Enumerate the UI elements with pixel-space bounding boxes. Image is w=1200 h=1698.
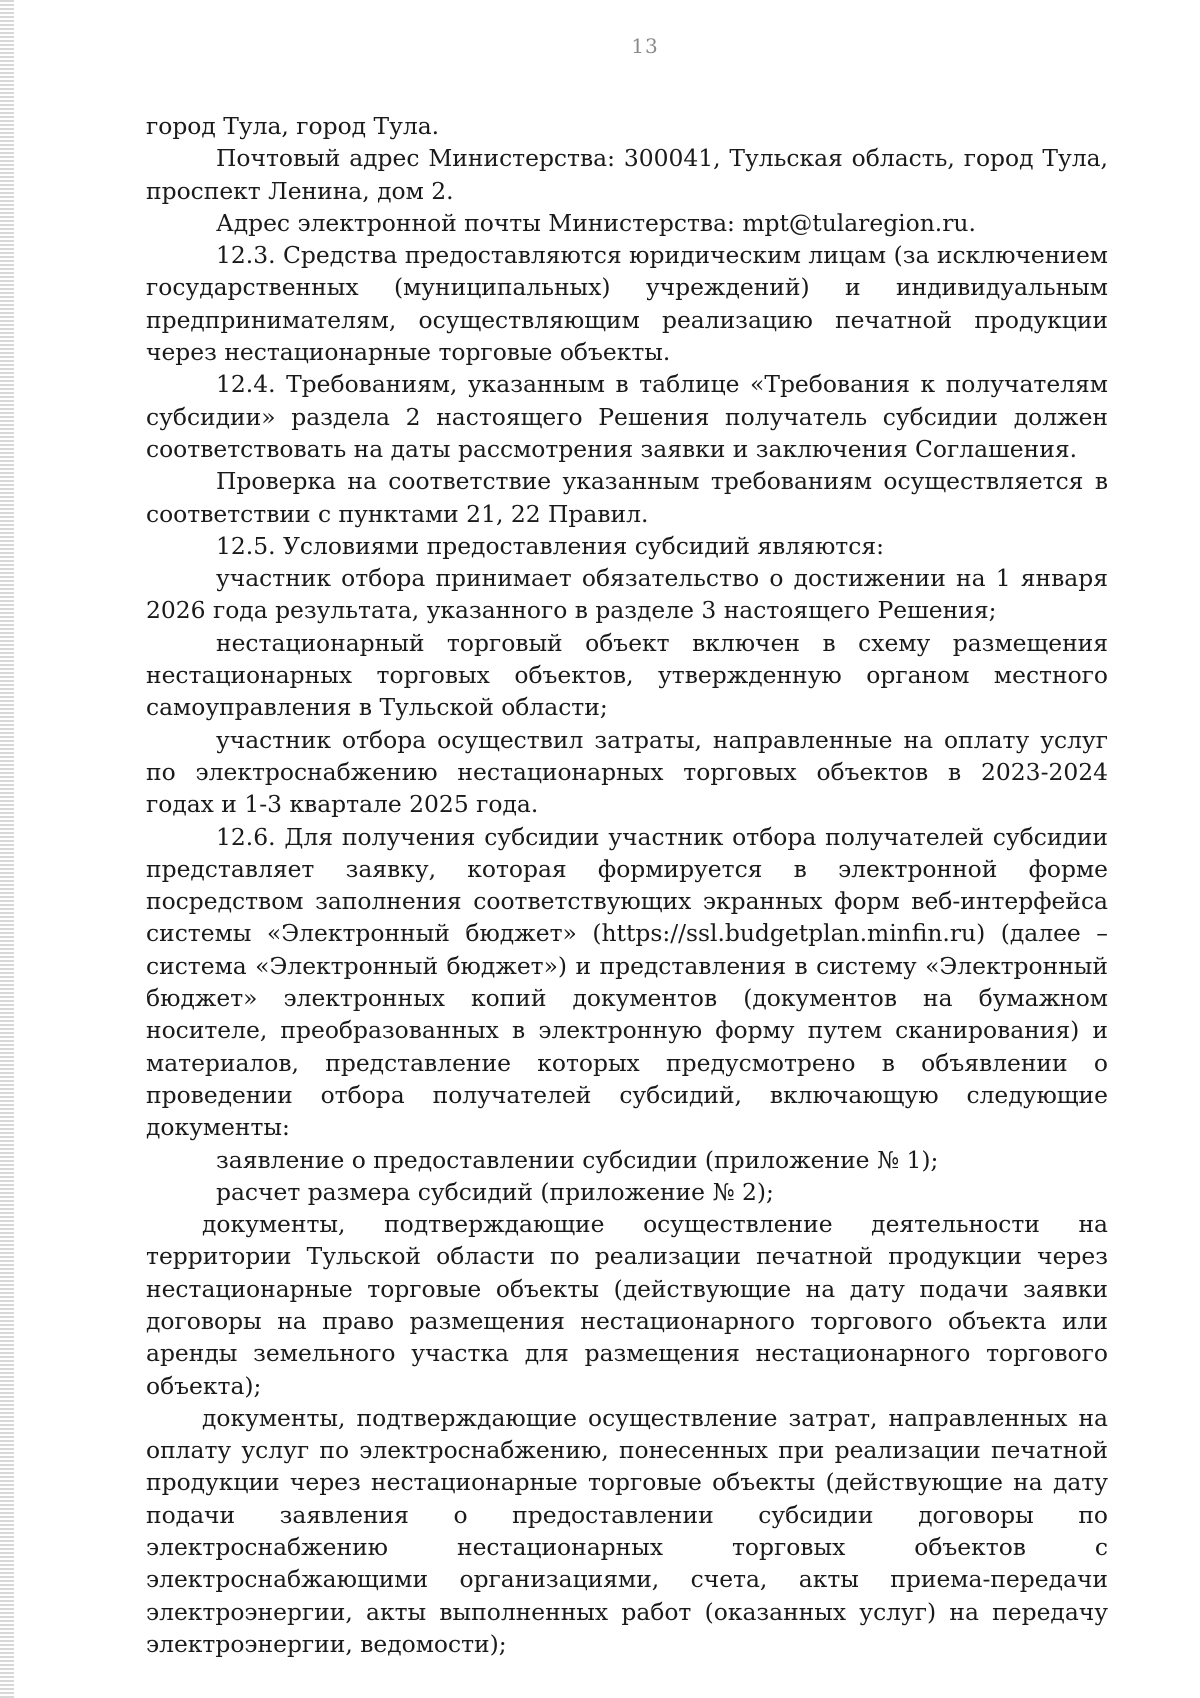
- paragraph: расчет размера субсидий (приложение № 2);: [216, 1177, 774, 1206]
- paragraph: Адрес электронной почты Министерства: mpt@tularegion.ru.: [216, 208, 976, 237]
- paragraph: 12.5. Условиями предоставления субсидий являются:: [216, 531, 884, 560]
- paragraph: город Тула, город Тула.: [146, 112, 440, 140]
- paragraph: Проверка на соответствие указанным требованиям осуществляется в соответствии с пунктами 21, 22 Правил.: [146, 467, 1108, 528]
- page-body: [146, 110, 1108, 1660]
- paragraph: 12.4. Требованиям, указанным в таблице «Требования к получателям субсидии» раздела 2 настоящего Решения получатель субсидии должен соответствовать на даты рассмотрения заявки и заключения Соглашения.: [146, 370, 1108, 463]
- paragraph: заявление о предоставлении субсидии (приложение № 1);: [216, 1145, 939, 1174]
- page-number: 13: [631, 34, 659, 58]
- paragraph: 12.3. Средства предоставляются юридическим лицам (за исключением государственных (муниципальных) учреждений) и индивидуальным предпринимателям, осуществляющим реализацию печатной продукции через нестационарные торговые объекты.: [146, 241, 1108, 367]
- paragraph: нестационарный торговый объект включен в схему размещения нестационарных торговых объектов, утвержденную органом местного самоуправления в Тульской области;: [146, 628, 1108, 722]
- paragraph: документы, подтверждающие осуществление деятельности на территории Тульской области по реализации печатной продукции через нестационарные торговые объекты (действующие на дату подачи заявки договоры на право размещения нестационарного торгового объекта или аренды земельного участка для размещения нестационарного торгового объекта);: [146, 1210, 1108, 1400]
- paragraph: документы, подтверждающие осуществление затрат, направленных на оплату услуг по электроснабжению, понесенных при реализации печатной продукции через нестационарные торговые объекты (действующие на дату подачи заявления о предоставлении субсидии договоры по электроснабжению нестационарных торговых объектов с электроснабжающими организациями, счета, акты приема-передачи электроэнергии, акты выполненных работ (оказанных услуг) на передачу электроэнергии, ведомости);: [146, 1403, 1108, 1658]
- paragraph: 12.6. Для получения субсидии участник отбора получателей субсидии представляет заявку, которая формируется в электронной форме посредством заполнения соответствующих экранных форм веб-интерфейса системы «Электронный бюджет» (https://ssl.budgetplan.minfin.ru) (далее – система «Электронный бюджет») и представления в систему «Электронный бюджет» электронных копий документов (документов на бумажном носителе, преобразованных в электронную форму путем сканирования) и материалов, представление которых предусмотрено в объявлении о проведении отбора получателей субсидий, включающую следующие документы:: [146, 822, 1108, 1142]
- paragraph: участник отбора принимает обязательство о достижении на 1 января 2026 года результата, указанного в разделе 3 настоящего Решения;: [146, 564, 1108, 625]
- paragraph: Почтовый адрес Министерства: 300041, Тульская область, город Тула, проспект Ленина, дом 2.: [146, 144, 1108, 205]
- paragraph: участник отбора осуществил затраты, направленные на оплату услуг по электроснабжению нестационарных торговых объектов в 2023-2024 годах и 1-3 квартале 2025 года.: [146, 725, 1108, 819]
- scan-edge: [0, 0, 14, 1698]
